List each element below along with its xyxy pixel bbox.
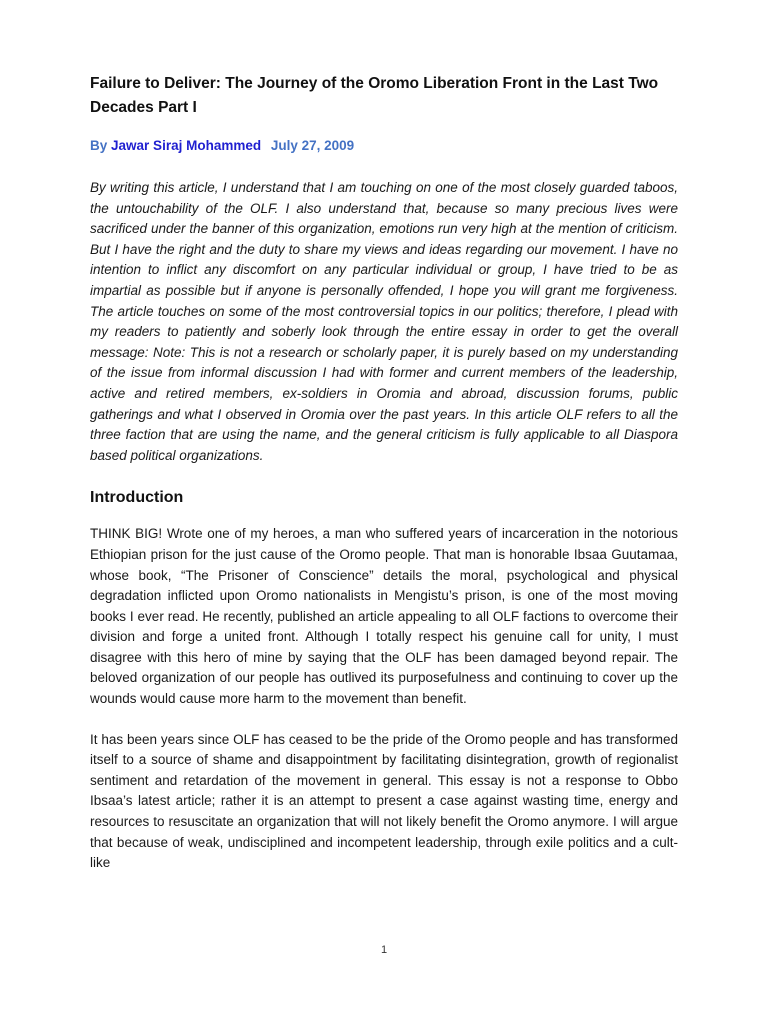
document-title: Failure to Deliver: The Journey of the Oromo Liberation Front in the Last Two Decades Part I	[90, 75, 659, 116]
byline-prefix: By	[90, 138, 108, 153]
author-name: Jawar Siraj Mohammed	[111, 138, 262, 153]
body-paragraph: THINK BIG! Wrote one of my heroes, a man who suffered years of incarceration in the notorious Ethiopian prison for the just cause of the Oromo people. That man is honorable Ibsaa Guutamaa, whose book, “The Prisoner of Conscience” details the moral, psychological and physical degradation inflicted upon Oromo nationalists in Mengistu’s prison, is one of the most moving books I ever read. He recently, published an article appealing to all OLF factions to overcome their division and forge a united front. Although I totally respect his genuine call for unity, I must disagree with this hero of mine by saying that the OLF has been damaged beyond repair. The beloved organization of our people has outlived its purposefulness and continuing to cover up the wounds would cause more harm to the movement than benefit.	[90, 526, 678, 707]
publication-date: July 27, 2009	[270, 138, 355, 153]
section-heading-introduction: Introduction	[90, 489, 184, 507]
document-body	[90, 72, 678, 871]
abstract-paragraph: By writing this article, I understand that I am touching on one of the most closely guarded taboos, the untouchability of the OLF. I also understand that, because so many precious lives were sacrificed under the banner of this organization, emotions run very high at the mention of criticism. But I have the right and the duty to share my views and ideas regarding our movement. I have no intention to inflict any discomfort on any particular individual or group, I have tried to be as impartial as possible but if anyone is personally offended, I hope you will grant me forgiveness. The article touches on some of the most controversial topics in our politics; therefore, I plead with my readers to patiently and soberly look through the entire essay in order to get the overall message: Note: This is not a research or scholarly paper, it is purely based on my understanding of the issue from informal discussion I had with former and current members of the leadership, active and retired members, ex-soldiers in Oromia and abroad, discussion forums, public gatherings and what I observed in Oromia over the past years. In this article OLF refers to all the three faction that are using the name, and the general criticism is fully applicable to all Diaspora based political organizations.	[90, 180, 678, 463]
byline	[90, 136, 678, 156]
page-number: 1	[380, 944, 388, 956]
body-paragraph: It has been years since OLF has ceased to be the pride of the Oromo people and has transformed itself to a source of shame and disappointment by facilitating disintegration, growth of regionalist sentiment and retardation of the movement in general. This essay is not a response to Obbo Ibsaa’s latest article; rather it is an attempt to present a case against wasting time, energy and resources to resuscitate an organization that will not likely benefit the Oromo anymore. I will argue that because of weak, undisciplined and incompetent leadership, through exile politics and a cult-like	[90, 731, 678, 871]
